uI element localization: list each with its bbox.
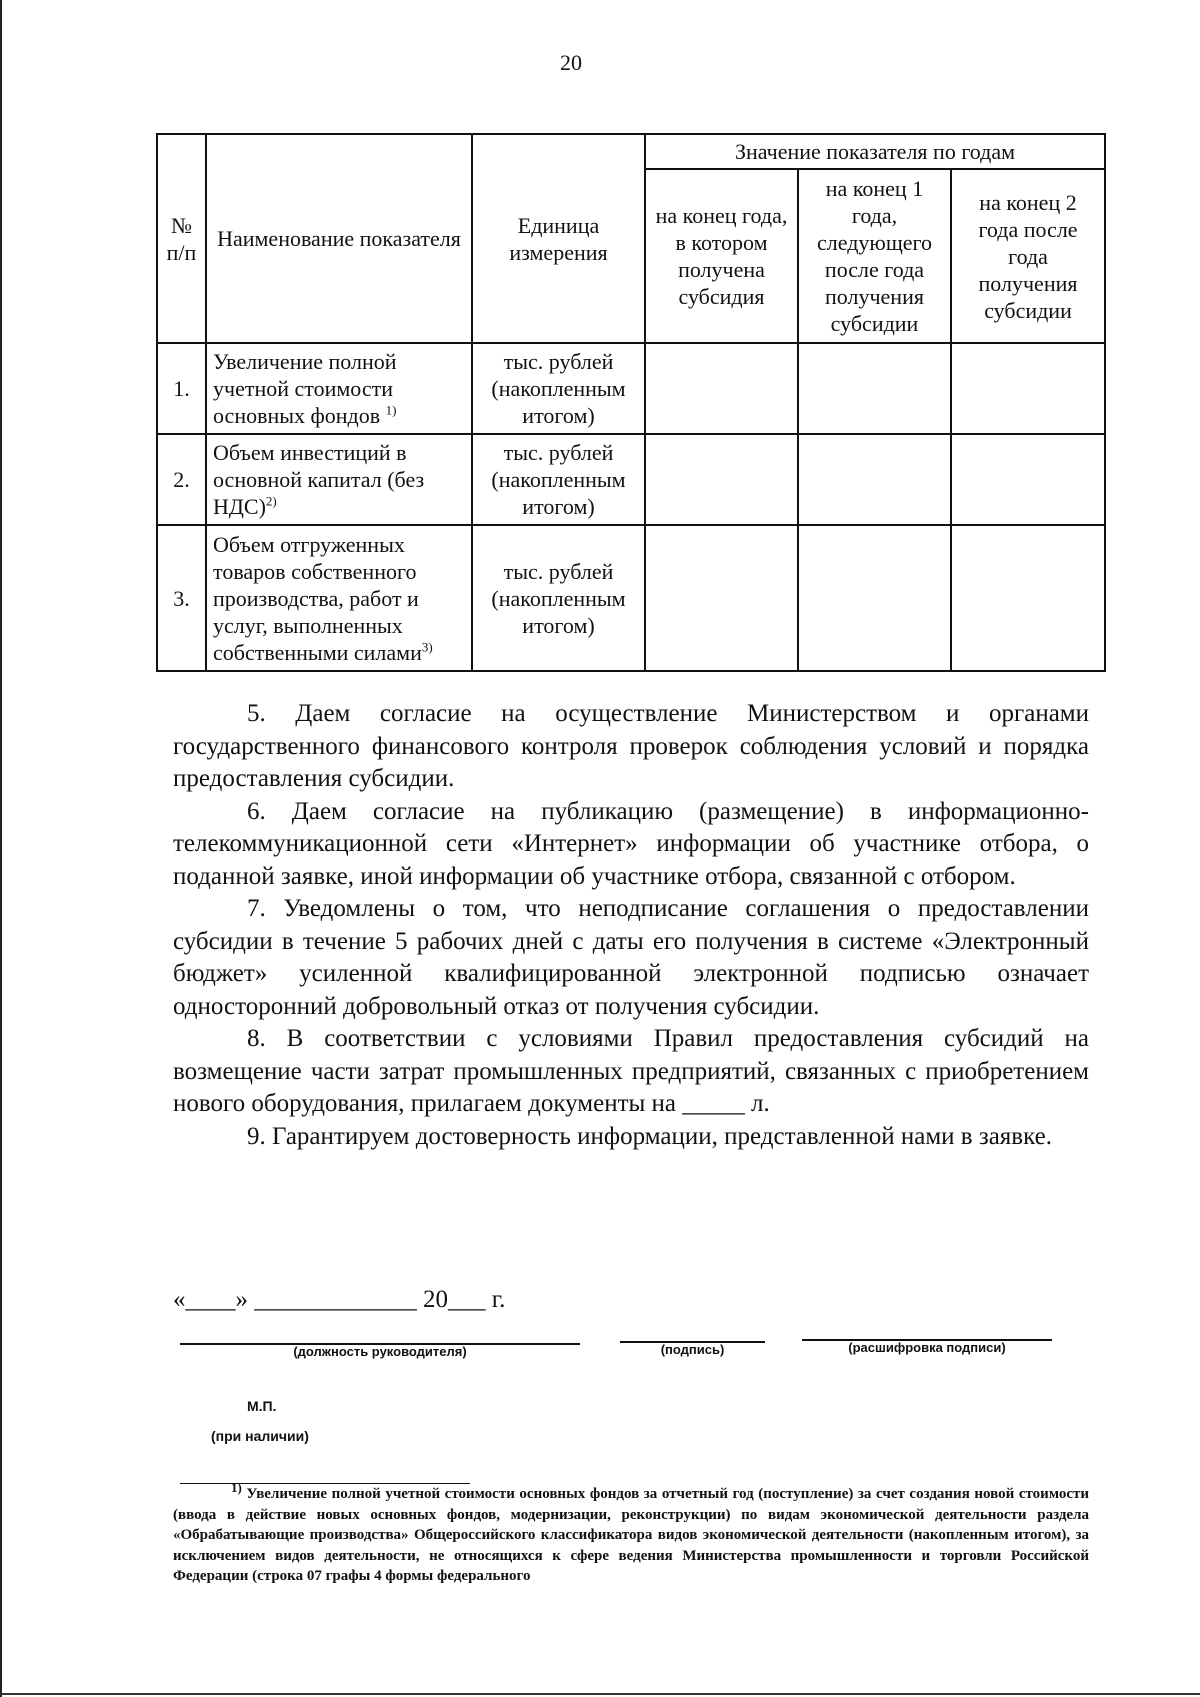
row-unit: тыс. рублей (накопленным итогом): [472, 434, 645, 525]
table-row: [157, 434, 1105, 525]
signature-date-line: «____» _____________ 20___ г.: [173, 1286, 506, 1313]
table-header-row: [157, 134, 1105, 169]
paragraph-9: 9. Гарантируем достоверность информации, представленной нами в заявке.: [247, 1122, 1052, 1150]
row-unit: тыс. рублей (накопленным итогом): [472, 525, 645, 671]
header-year-after-next: на конец 2 года после года получения субсидии: [951, 169, 1105, 343]
row-value-year-next: [798, 434, 951, 525]
footnote-marker: 1): [231, 1480, 242, 1495]
signature-caption: (подпись): [660, 1342, 725, 1357]
page-bottom-edge: [0, 1693, 1200, 1695]
row-value-year-after-next: [951, 343, 1105, 434]
paragraph-6: 6. Даем согласие на публикацию (размещение) в информационно-телекоммуникационной сети «Интернет» информации об участнике отбора, о поданной заявке, иной информации об участнике отбора, связанной с отбором.: [173, 797, 1089, 890]
table-row: [157, 525, 1105, 671]
paragraph-8: 8. В соответствии с условиями Правил предоставления субсидий на возмещение части затрат промышленных предприятий, связанных с приобретением нового оборудования, прилагаем документы на _____ л.: [173, 1025, 1089, 1117]
row-num: 1.: [157, 343, 206, 434]
stamp-note: (при наличии): [211, 1428, 309, 1444]
footnote-ref: 1): [385, 402, 397, 418]
footnote-1: [173, 1480, 1090, 1587]
row-value-year-next: [798, 343, 951, 434]
header-num: № п/п: [157, 134, 206, 343]
row-num: 3.: [157, 525, 206, 671]
header-name: Наименование показателя: [206, 134, 472, 343]
paragraph-5: 5. Даем согласие на осуществление Министерством и органами государственного финансового контроля проверок соблюдения условий и порядка предоставления субсидии.: [173, 700, 1089, 792]
indicators-table: [156, 133, 1106, 672]
footnote-ref: 2): [265, 493, 277, 509]
consent-paragraphs: [173, 698, 1089, 1153]
header-years-group: Значение показателя по годам: [645, 134, 1105, 169]
page-number: 20: [560, 50, 582, 75]
row-name: Увеличение полной учетной стоимости основных фондов $^{1)}$: [206, 343, 472, 434]
row-name: Объем отгруженных товаров собственного производства, работ и услуг, выполненных собственными силами$^{3)}$: [206, 525, 472, 671]
footnote-ref: 3): [421, 639, 433, 655]
row-value-year-next: [798, 525, 951, 671]
header-year-next: на конец 1 года, следующего после года получения субсидии: [798, 169, 951, 343]
header-year-current: на конец года, в котором получена субсидия: [645, 169, 798, 343]
row-name: Объем инвестиций в основной капитал (без НДС)$^{2)}$: [206, 434, 472, 525]
position-caption: (должность руководителя): [293, 1344, 467, 1359]
header-unit: Единица измерения: [472, 134, 645, 343]
row-value-year-after-next: [951, 434, 1105, 525]
stamp-label: М.П.: [247, 1398, 277, 1414]
row-num: 2.: [157, 434, 206, 525]
row-value-year-current: [645, 434, 798, 525]
table-row: [157, 343, 1105, 434]
page-left-edge: [0, 0, 2, 1697]
row-value-year-current: [645, 525, 798, 671]
row-value-year-current: [645, 343, 798, 434]
name-caption: (расшифровка подписи): [848, 1340, 1006, 1355]
paragraph-7: 7. Уведомлены о том, что неподписание соглашения о предоставлении субсидии в течение 5 рабочих дней с даты его получения в системе «Электронный бюджет» усиленной квалифицированной электронной подписью означает односторонний добровольный отказ от получения субсидии.: [173, 895, 1089, 1020]
footnote-text: Увеличение полной учетной стоимости основных фондов за отчетный год (поступление) за счет создания новой стоимости (ввода в действие новых основных фондов, модернизации, реконструкции) по видам экономической деятельности раздела «Обрабатывающие производства» Общероссийского классификатора видов экономической деятельности (накопленным итогом), за исключением видов деятельности, не относящихся к сфере ведения Министерства промышленности и торговли Российской Федерации (строка 07 графы 4 формы федерального: [173, 1486, 1090, 1584]
row-value-year-after-next: [951, 525, 1105, 671]
row-unit: тыс. рублей (накопленным итогом): [472, 343, 645, 434]
